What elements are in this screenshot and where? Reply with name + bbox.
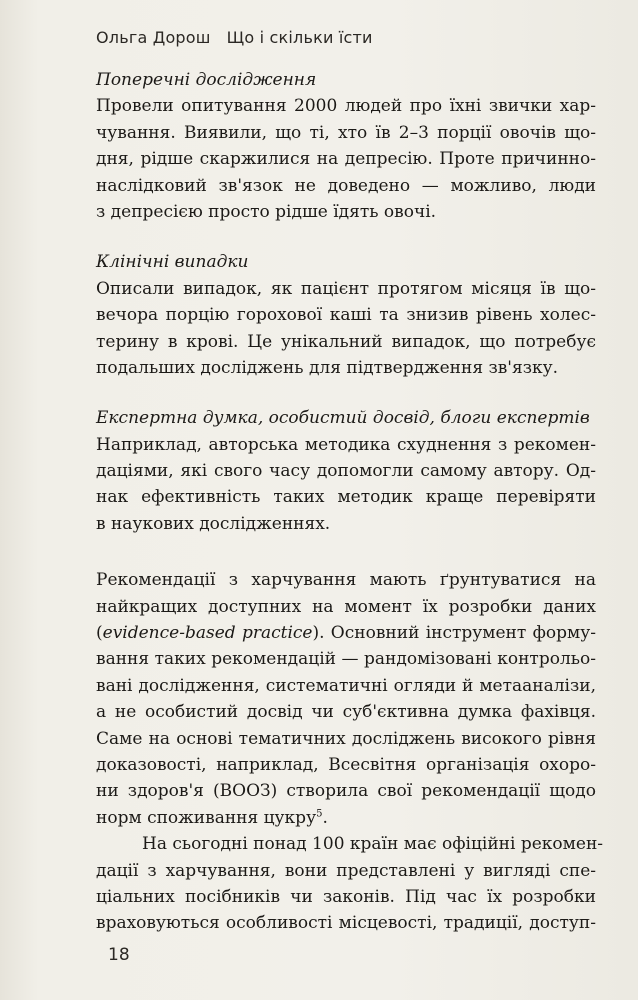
text-line: подальших досліджень для підтвердження зв'язку. — [96, 357, 559, 378]
running-head-title: Що і скільки їсти — [226, 28, 373, 47]
paragraph-recommendations — [96, 567, 596, 831]
text-fragment: норм споживання цукру — [96, 807, 317, 828]
spacer — [96, 381, 596, 405]
text-fragment: ). Основний інструмент форму- — [312, 623, 596, 644]
text-line: терину в крові. Це унікальний випадок, що потребує — [96, 331, 596, 352]
spacer — [96, 225, 596, 249]
text-line: в наукових дослідженнях. — [96, 513, 331, 534]
italic-term: evidence-based practice — [102, 623, 313, 644]
text-line: Провели опитування 2000 людей про їхні звички хар- — [96, 96, 596, 117]
text-line: дня, рідше скаржилися на депресію. Проте причинно- — [96, 149, 596, 170]
text-line: Рекомендації з харчування мають ґрунтуватися на — [96, 570, 596, 591]
text-line: чування. Виявили, що ті, хто їв 2–3 порції овочів що- — [96, 122, 596, 143]
text-line: наслідковий зв'язок не доведено — можливо, люди — [96, 175, 596, 196]
text-line: ни здоров'я (ВООЗ) створила свої рекомендації щодо — [96, 781, 596, 802]
text-line: з депресією просто рідше їдять овочі. — [96, 201, 437, 222]
text-line: даціями, які свого часу допомогли самому автору. Од- — [96, 461, 596, 482]
spacer — [96, 537, 596, 567]
text-line — [96, 620, 596, 646]
page-body — [96, 67, 604, 937]
text-line: Саме на основі тематичних досліджень високого рівня — [96, 728, 596, 749]
text-line: нак ефективність таких методик краще перевіряти — [96, 487, 596, 508]
text-line: вання таких рекомендацій — рандомізовані контрольо- — [96, 649, 596, 670]
text-line: дації з харчування, вони представлені у вигляді спе- — [96, 860, 596, 881]
text-line: На сьогодні понад 100 країн має офіційні рекомен- — [142, 834, 604, 855]
section-expert-opinion — [96, 405, 596, 537]
text-line: ціальних посібників чи законів. Під час їх розробки — [96, 886, 596, 907]
section-clinical-cases — [96, 249, 596, 381]
text-line: Описали випадок, як пацієнт протягом місяця їв що- — [96, 278, 596, 299]
paragraph-countries — [96, 831, 604, 937]
text-line: найкращих доступних на момент їх розробки даних — [96, 596, 596, 617]
text-fragment: ( — [96, 623, 103, 644]
text-line: вечора порцію горохової каші та знизив рівень холес- — [96, 305, 596, 326]
text-line: враховуються особливості місцевості, традиції, доступ- — [96, 913, 596, 934]
section-heading: Експертна думка, особистий досвід, блоги експертів — [96, 408, 590, 429]
text-line — [96, 805, 596, 831]
text-line: Наприклад, авторська методика схуднення з рекомен- — [96, 434, 596, 455]
page-number: 18 — [108, 945, 130, 965]
text-line: доказовості, наприклад, Всесвітня організація охоро- — [96, 754, 596, 775]
running-head-author: Ольга Дорош — [96, 28, 211, 47]
section-heading: Клінічні випадки — [96, 252, 249, 273]
text-fragment: . — [322, 807, 328, 828]
text-line: вані дослідження, систематичні огляди й метааналізи, — [96, 675, 596, 696]
running-head — [96, 28, 373, 47]
text-line: а не особистий досвід чи суб'єктивна думка фахівця. — [96, 702, 596, 723]
section-heading: Поперечні дослідження — [96, 70, 317, 90]
footnote-marker: 5 — [316, 808, 323, 820]
section-cross-sectional — [96, 67, 596, 225]
